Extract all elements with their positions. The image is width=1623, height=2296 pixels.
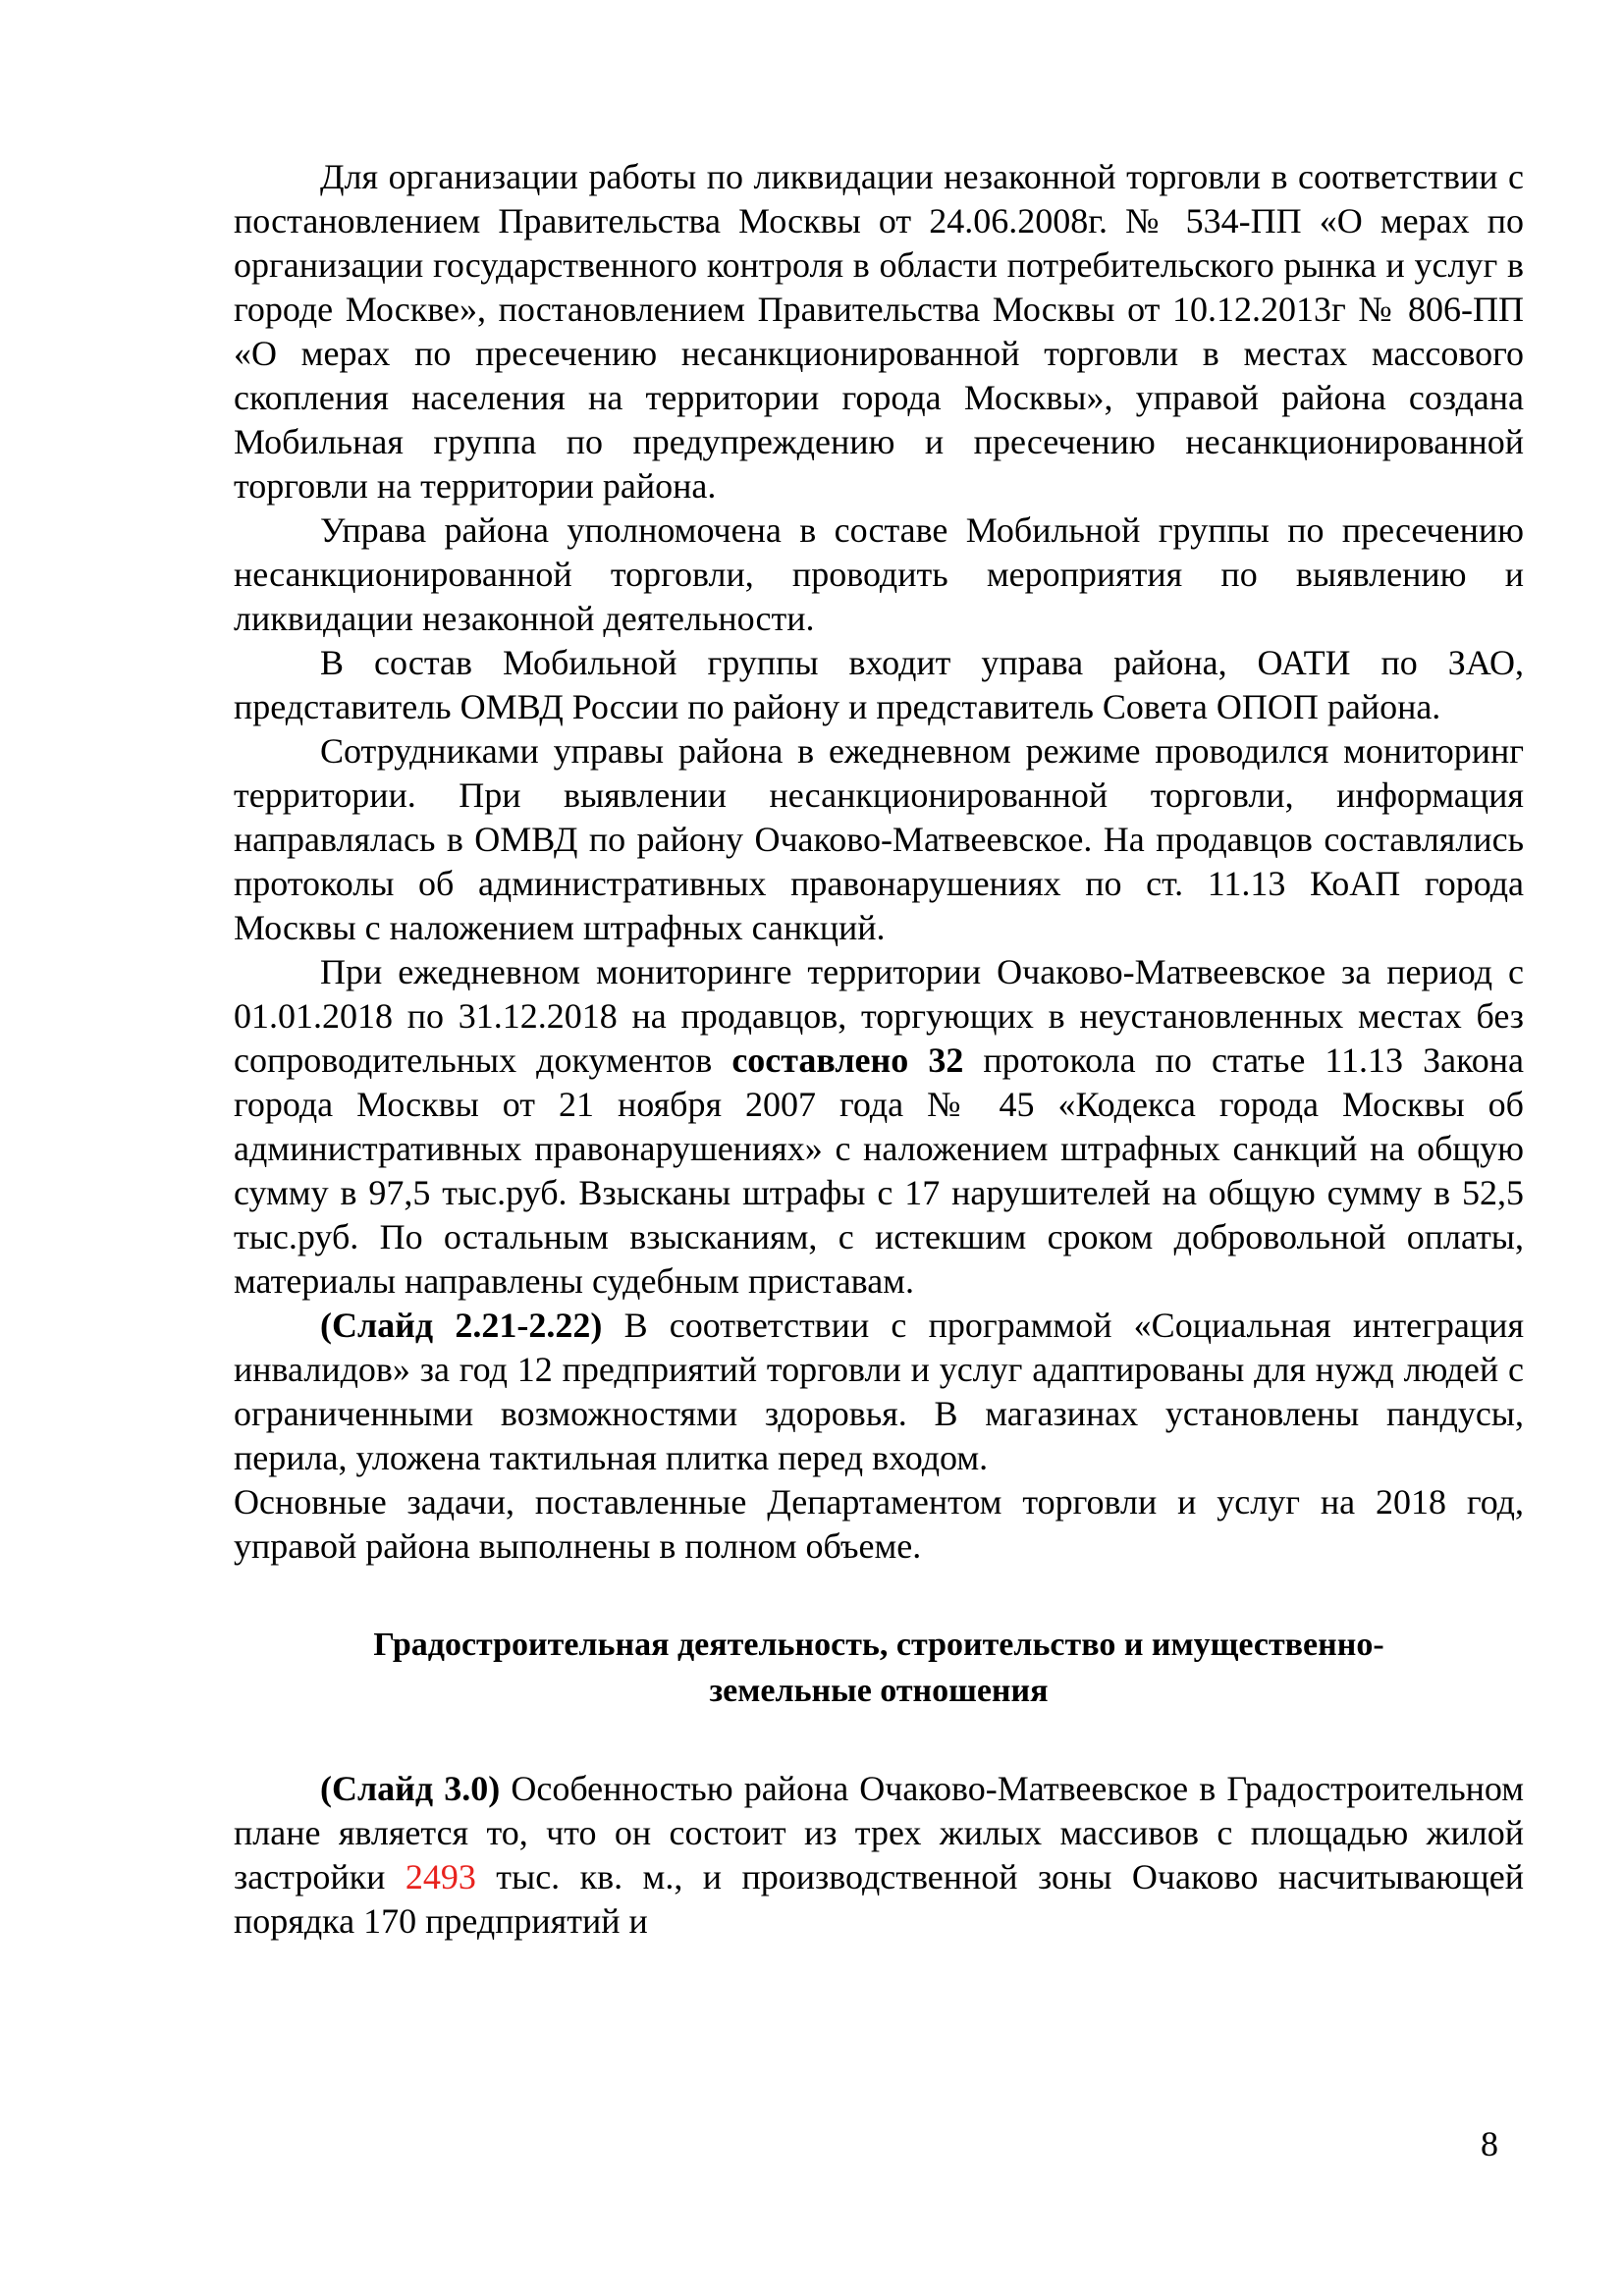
slide-reference-3-0: (Слайд 3.0) xyxy=(320,1769,501,1808)
paragraph-mobile-group-creation: Для организации работы по ликвидации незаконной торговли в соответствии с постановлением Правительства Москвы от 24.06.2008г. № 534-ПП «О мерах по организации государственного контроля в области потребительского рынка и услуг в городе Москве», постановлением Правительства Москвы от 10.12.2013г № 806-ПП «О мерах по пресечению несанкционированной торговли в местах массового скопления населения на территории города Москвы», управой района создана Мобильная группа по предупреждению и пресечению несанкционированной торговли на территории района. xyxy=(234,157,1524,506)
urban-planning-text-end: тыс. кв. м., и производственной зоны Очаково насчитывающей порядка 170 предприятий и xyxy=(234,1857,1525,1941)
section-heading-line-1: Градостроительная деятельность, строительство и имущественно- xyxy=(373,1627,1384,1663)
section-heading-line-2: земельные отношения xyxy=(709,1673,1049,1709)
residential-area-value: 2493 xyxy=(405,1857,476,1896)
paragraph-monitoring: Сотрудниками управы района в ежедневном режиме проводился мониторинг территории. При выявлении несанкционированной торговли, информация направлялась в ОМВД по району Очаково-Матвеевское. На продавцов составлялись протоколы об административных правонарушениях по ст. 11.13 КоАП города Москвы с наложением штрафных санкций. xyxy=(234,731,1524,947)
paragraph-urban-planning xyxy=(234,1767,1524,1944)
social-integration-text: В соответствии с программой «Социальная интеграция инвалидов» за год 12 предприятий торговли и услуг адаптированы для нужд людей с ограниченными возможностями здоровья. В магазинах установлены пандусы, перила, уложена тактильная плитка перед входом. xyxy=(234,1306,1524,1477)
slide-reference-2-21: (Слайд 2.21-2.22) xyxy=(320,1306,603,1345)
section-heading xyxy=(234,1622,1524,1714)
protocols-count-bold: составлено 32 xyxy=(731,1041,964,1080)
paragraph-authority: Управа района уполномочена в составе Мобильной группы по пресечению несанкционированной торговли, проводить мероприятия по выявлению и ликвидации незаконной деятельности. xyxy=(234,510,1524,638)
document-page xyxy=(234,155,1524,1944)
paragraph-protocols xyxy=(234,950,1524,1304)
paragraph-tasks-completed: Основные задачи, поставленные Департаментом торговли и услуг на 2018 год, управой района выполнены в полном объеме. xyxy=(234,1482,1524,1566)
paragraph-group-composition: В состав Мобильной группы входит управа района, ОАТИ по ЗАО, представитель ОМВД России по району и представитель Совета ОПОП района. xyxy=(234,643,1524,726)
urban-planning-text-start: Особенностью района Очаково-Матвеевское в Градостроительном плане является то, что он состоит из трех жилых массивов с площадью жилой застройки xyxy=(234,1769,1524,1896)
page-number: 8 xyxy=(1481,2124,1498,2163)
paragraph-social-integration xyxy=(234,1304,1524,1480)
protocols-text-end: протокола по статье 11.13 Закона города Москвы от 21 ноября 2007 года № 45 «Кодекса города Москвы об административных правонарушениях» с наложением штрафных санкций на общую сумму в 97,5 тыс.руб. Взысканы штрафы с 17 нарушителей на общую сумму в 52,5 тыс.руб. По остальным взысканиям, с истекшим сроком добровольной оплаты, материалы направлены судебным приставам. xyxy=(234,1041,1524,1301)
protocols-text-start: При ежедневном мониторинге территории Очаково-Матвеевское за период с 01.01.2018 по 31.12.2018 на продавцов, торгующих в неустановленных местах без сопроводительных документов xyxy=(234,952,1524,1080)
